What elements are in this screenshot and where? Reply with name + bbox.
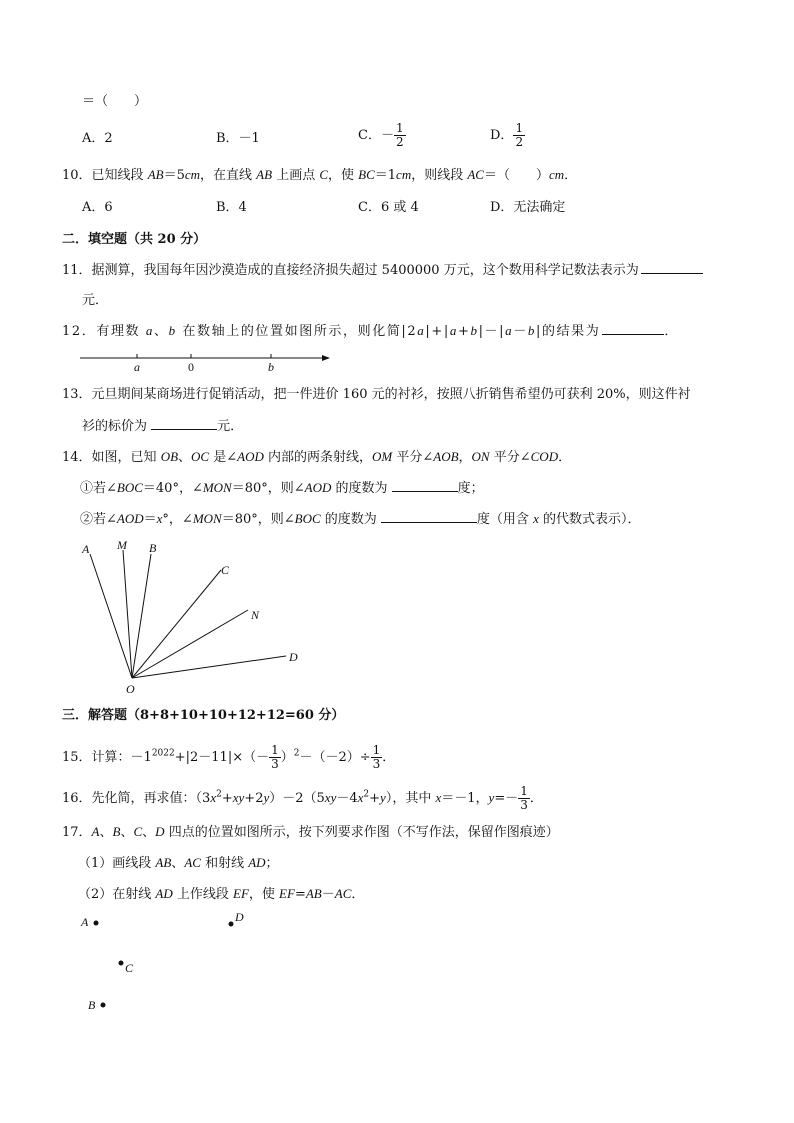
q9-option-a: A．2 xyxy=(82,131,113,146)
axis-label-b: b xyxy=(268,360,274,374)
section-2-title: 二．填空题（共 20 分） xyxy=(62,232,207,247)
label-M: M xyxy=(117,538,127,552)
label-D: D xyxy=(235,910,244,924)
q17-points-figure xyxy=(75,905,275,1015)
q11-line2: 元． xyxy=(82,293,109,308)
q17-stem: 17．A、B、C、D 四点的位置如图所示，按下列要求作图（不写作法，保留作图痕迹） xyxy=(62,824,559,840)
q12-stem: 12．有理数 a、b 在数轴上的位置如图所示，则化简|2a|+|a+b|－|a－b|的结果为 ． xyxy=(62,323,679,339)
ray-ON xyxy=(132,610,248,678)
q12-number-line xyxy=(78,349,338,375)
q10-option-d: D．无法确定 xyxy=(490,200,566,215)
q14-stem: 14．如图，已知 OB、OC 是∠AOD 内部的两条射线，OM 平分∠AOB，ON 平分∠COD． xyxy=(62,449,572,465)
label-A: A xyxy=(81,915,89,929)
q14-part1-blank[interactable] xyxy=(392,479,458,492)
q10-option-a: A．6 xyxy=(82,200,113,215)
label-B: B xyxy=(149,541,157,555)
q13-line1: 13．元旦期间某商场进行促销活动，把一件进价 160 元的衬衫，按照八折销售希望仍可获利 20%，则这件衬 xyxy=(62,387,691,402)
q13-line2: 衫的标价为 元． xyxy=(82,419,244,434)
ray-OC xyxy=(132,570,221,678)
label-N: N xyxy=(251,608,260,622)
q9-option-c: C．－ $\frac{1}{2}$ xyxy=(358,121,404,149)
q10-option-c: C．6 或 4 xyxy=(358,200,419,215)
q17-step2: （2）在射线 AD 上作线段 EF，使 EF=AB－AC． xyxy=(78,886,365,902)
q9-option-b: B．－1 xyxy=(216,131,260,146)
q15-stem: 15．计算：$-1^{2022}+|2-11|\times(-$ $\frac{1}{3}$ ）$^2$－（－2）÷ $\frac{1}{3}$ ． xyxy=(62,743,396,771)
label-B: B xyxy=(88,998,96,1012)
q17-step1: （1）画线段 AB、AC 和射线 AD； xyxy=(78,855,279,871)
axis-label-0: 0 xyxy=(188,360,194,374)
point-D xyxy=(229,922,234,927)
label-D: D xyxy=(289,650,298,664)
q11-line1: 11．据测算，我国每年因沙漠造成的直接经济损失超过 5400000 万元，这个数用科学记数法表示为 xyxy=(62,261,703,280)
q16-stem: 16．先化简，再求值：$(3x^2+xy+2y)-2(5xy-4x^2+y)$，其中 x＝－1，y=－ $\frac{1}{3}$ ． xyxy=(62,784,543,812)
q14-part2-blank[interactable] xyxy=(381,510,477,523)
section-3-title: 三．解答题（8+8+10+10+12+12=60 分） xyxy=(62,708,345,723)
q10-stem: 10．已知线段 AB＝5cm，在直线 AB 上画点 C，使 BC＝1cm，则线段 AC＝（ ）cm． xyxy=(62,167,578,183)
label-A: A xyxy=(82,542,90,556)
q14-part1: ①若∠BOC＝40°，∠MON＝80°，则∠AOD 的度数为 度； xyxy=(80,480,484,496)
q14-angle-figure xyxy=(70,536,320,698)
label-C: C xyxy=(221,563,230,577)
q14-part2: ②若∠AOD＝x°，∠MON＝80°，则∠BOC 的度数为 度（用含 x 的代数式表示）． xyxy=(80,511,641,527)
q9-option-d: D． $\frac{1}{2}$ xyxy=(490,121,524,149)
label-C: C xyxy=(125,961,134,975)
ray-OD xyxy=(132,656,286,678)
point-A xyxy=(94,921,99,926)
q11-answer-blank[interactable] xyxy=(641,261,703,274)
q13-answer-blank[interactable] xyxy=(151,417,217,430)
q9-tail: ＝（ ） xyxy=(82,94,148,109)
ray-OA xyxy=(90,554,132,678)
q12-answer-blank[interactable] xyxy=(602,322,664,335)
point-B xyxy=(101,1003,106,1008)
axis-label-a: a xyxy=(134,360,140,374)
point-C xyxy=(119,961,124,966)
ray-OB xyxy=(132,554,151,678)
ray-OM xyxy=(123,550,132,678)
label-O: O xyxy=(126,682,135,696)
number-line-arrow xyxy=(322,355,330,361)
q10-option-b: B．4 xyxy=(216,200,247,215)
